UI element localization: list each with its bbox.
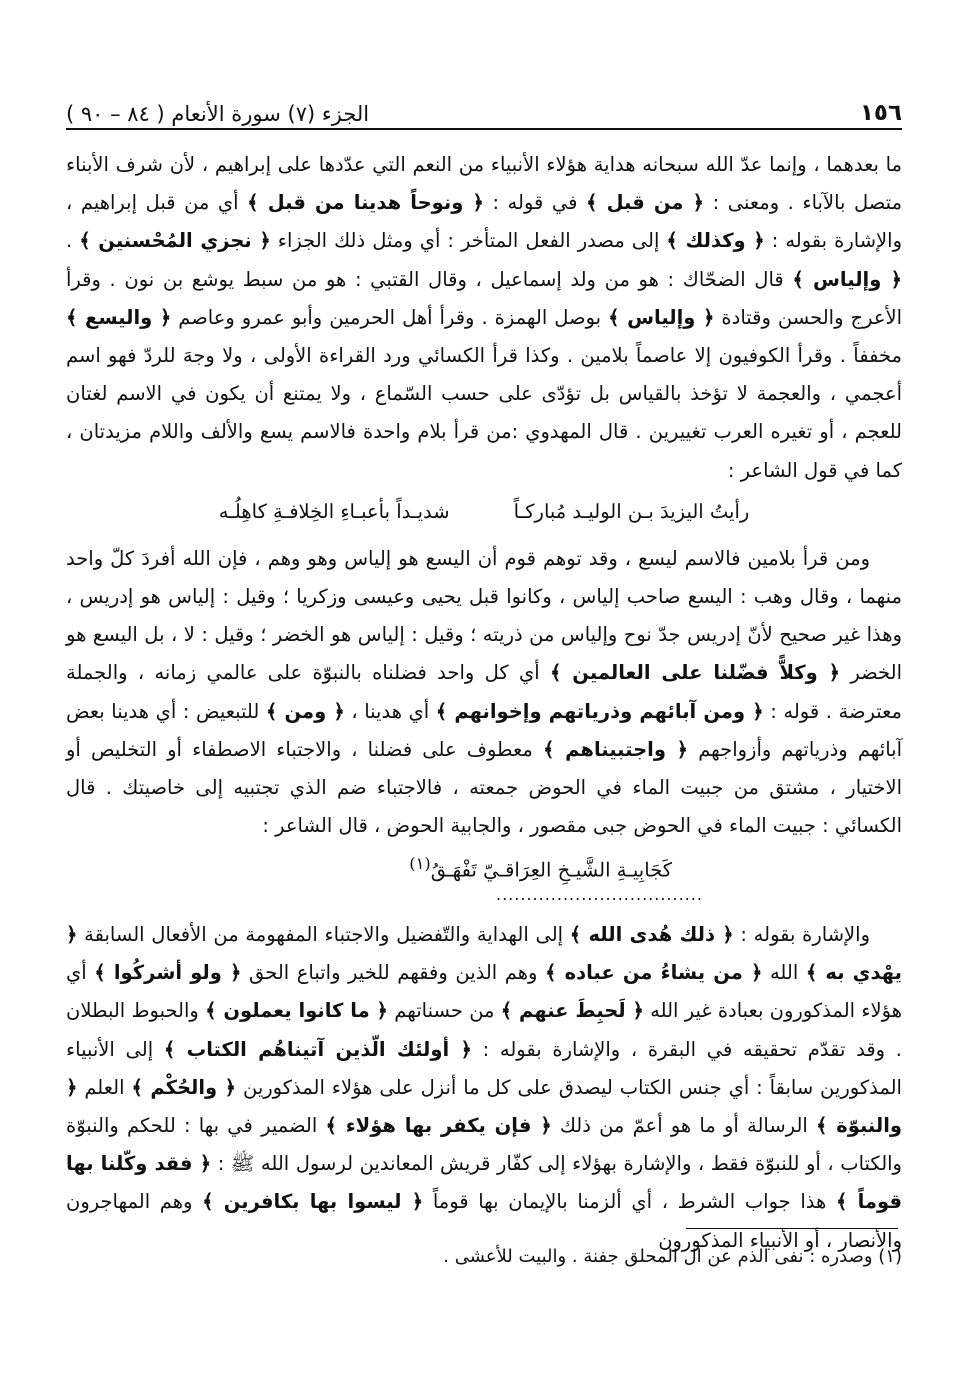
verse-ellipsis: .................................. — [496, 884, 703, 904]
text-run: قال الضحّاك : هو من ولد إسماعيل ، وقال القتبي : هو من سبط يوشع بن نون . وقرأ الأعرج والحسن وقتادة — [66, 267, 902, 329]
quran-quote: ﴿ يهْدي به ﴾ — [66, 922, 903, 985]
footnote-rule — [686, 1228, 898, 1229]
text-run: هذا جواب الشرط ، أي ألزمنا بالإيمان بها قوماً — [423, 1190, 836, 1214]
quran-quote: ﴿ ومن ﴾ — [265, 699, 345, 723]
text-run: إلى مصدر الفعل المتأخر : أي ومثل ذلك الجزاء — [270, 229, 667, 253]
paragraph-1 — [66, 146, 902, 490]
text-run: في قوله : — [483, 191, 587, 215]
text-run: وهم المهاجرون والأنصار ، أو الأنبياء المذكورون — [66, 1190, 902, 1252]
verse-hemistich: كَجَابِيـةِ الشَّيـخِ العِرَاقـيّ تَفْهَـقُ — [430, 858, 672, 882]
text-run: أي كل واحد فضلناه بالنبوّة على عالمي زمانه ، والجملة معترضة . قوله : — [66, 661, 902, 723]
text-run: الضمير في بها : للحكم والنبوّة والكتاب ، أو للنبوّة فقط ، والإشارة بهؤلاء إلى كفّار قريش المعاندين لرسول الله ﷺ : — [66, 1113, 902, 1176]
text-run: معطوف على فضلنا ، والاجتباء الاصطفاء أو التخليص أو الاختيار ، مشتق من جبيت الماء في الحوض جمعته ، فالاجتباء ضم الذي تجتبيه إلى خاصيتك . قال الكسائي : جبيت الماء في الحوض جبى مقصور ، والجابية الحوض ، قال الشاعر : — [66, 737, 902, 838]
text-run: ما بعدهما ، وإنما عدّ الله سبحانه هداية هؤلاء الأنبياء من النعم التي عدّدها على إبراهيم ، لأن شرف الأبناء متصل بالآباء . ومعنى : — [66, 153, 903, 215]
text-run: ومن قرأ بلامين فالاسم ليسع ، وقد توهم قوم أن اليسع هو إلياس وهو وهم ، فإن الله أفردَ كلّ واحد منهما ، وقال وهب : اليسع صاحب إلياس ، وكانوا قبل يحيى وعيسى وزكريا ؛ وقيل : إلياس هو إدريس ، وهذا غير صحيح لأنّ إدريس جدّ نوح وإلياس من ذريته ؛ وقيل : إلياس هو الخضر ؛ وقيل : لا ، بل اليسع هو الخضر — [66, 546, 902, 685]
quran-quote: ﴿ واجتبيناهم ﴾ — [543, 737, 689, 761]
text-run: أي هدينا ، — [344, 699, 436, 723]
running-title: الجزء (٧) سورة الأنعام ( ٨٤ – ٩٠ ) — [66, 102, 370, 126]
poetry-verse-1 — [66, 492, 902, 532]
quran-quote: ﴿ والنبوّة ﴾ — [66, 1075, 903, 1137]
text-run: بوصل الهمزة . وقرأ أهل الحرمين وأبو عمرو وعاصم — [171, 305, 609, 329]
quran-quote: ﴿ نجزي المُحْسنين ﴾ — [79, 229, 271, 253]
text-run: من حسناتهم — [387, 999, 501, 1023]
quran-quote: ﴿ فقد وكّلنا بها قوماً ﴾ — [66, 1152, 903, 1214]
quran-quote: ﴿ ما كانوا يعملون ﴾ — [205, 999, 388, 1023]
quran-quote: ﴿ ذلك هُدى الله ﴾ — [569, 922, 734, 946]
text-run: وهم الذين وفقهم للخير واتباع الحق — [241, 961, 546, 985]
text-run: إلى الأنبياء المذكورين سابقاً : أي جنس الكتاب ليصدق على كل ما أنزل على هؤلاء المذكورين — [66, 1037, 902, 1099]
text-run: أي هؤلاء المذكورون بعبادة غير الله — [66, 961, 902, 1023]
quran-quote: ﴿ وإلياس ﴾ — [792, 267, 902, 291]
text-run: للتبعيض : أي هدينا بعض آبائهم وذرياتهم وأزواجهم — [66, 699, 902, 761]
quran-quote: ﴿ فإن يكفر بها هؤلاء ﴾ — [325, 1113, 552, 1137]
quran-quote: ﴿ وإلياس ﴾ — [608, 305, 715, 329]
text-run: العلم — [77, 1075, 132, 1099]
quran-quote: ﴿ وكذلك ﴾ — [666, 229, 765, 253]
quran-quote: ﴿ ونوحاً هدينا من قبل ﴾ — [247, 191, 484, 215]
verse-hemistich-first: رأيتُ اليزيدَ بـن الوليـد مُباركـاً — [513, 499, 750, 523]
text-run: والحبوط البطلان . وقد تقدّم تحقيقه في البقرة ، والإشارة بقوله : — [66, 999, 902, 1061]
verse-hemistich-second: شديـداً بأعبـاءِ الخِلافـةِ كاهِلُـه — [218, 499, 450, 523]
page-header — [66, 92, 902, 126]
quran-quote: ﴿ من يشاءُ من عباده ﴾ — [545, 961, 763, 985]
paragraph-3 — [66, 916, 902, 1260]
quran-quote: ﴿ من قبل ﴾ — [586, 191, 705, 215]
text-run: والإشارة بقوله : — [733, 922, 870, 946]
footnote-marker: (١) — [409, 854, 431, 874]
quran-quote: ﴿ واليسع ﴾ — [66, 305, 172, 329]
text-run: أي من قبل إبراهيم ، والإشارة بقوله : — [66, 191, 902, 253]
header-rule — [66, 128, 902, 130]
text-run: مخففاً . وقرأ الكوفيون إلا عاصماً بلامين . وكذا قرأ الكسائي ورد القراءة الأولى ، ولا وجهَ للردّ فهو اسم أعجمي ، والعجمة لا تؤخذ بالقياس بل تؤدّى على حسب السّماع ، ولا يمتنع أن يكون في الاسم لغتان للعجم ، أو تغيره العرب تغييرين . قال المهدوي :من قرأ بلام واحدة فالاسم يسع والألف واللام مزيدتان ، كما في قول الشاعر : — [66, 344, 902, 482]
quran-quote: ﴿ ومن آبائهم وذرياتهم وإخوانهم ﴾ — [435, 699, 764, 723]
text-run: إلى الهداية والتّفضيل والاجتباء المفهومة من الأفعال السابقة — [77, 922, 570, 946]
main-text — [66, 146, 902, 1260]
paragraph-2 — [66, 540, 902, 846]
quran-quote: ﴿ لَحبِطَ عنهم ﴾ — [500, 999, 644, 1023]
text-run: . — [66, 229, 80, 253]
text-run: الرسالة أو ما هو أعمّ من ذلك — [551, 1113, 817, 1137]
quran-quote: ﴿ ولو أشركُوا ﴾ — [94, 961, 242, 985]
page-number: ١٥٦ — [859, 100, 902, 126]
quran-quote: ﴿ وكلاًّ فضّلنا على العالمين ﴾ — [549, 661, 841, 685]
quran-quote: ﴿ والحُكْم ﴾ — [131, 1075, 237, 1099]
text-run: الله — [762, 961, 806, 985]
quran-quote: ﴿ أولئك الّذين آتيناهُم الكتاب ﴾ — [163, 1037, 472, 1061]
footnote: (١) وصدره : نفى الذم عن آل المحلق جفنة . والبيت للأعشى . — [443, 1246, 902, 1267]
quran-quote: ﴿ ليسوا بها بكافرين ﴾ — [202, 1190, 424, 1214]
